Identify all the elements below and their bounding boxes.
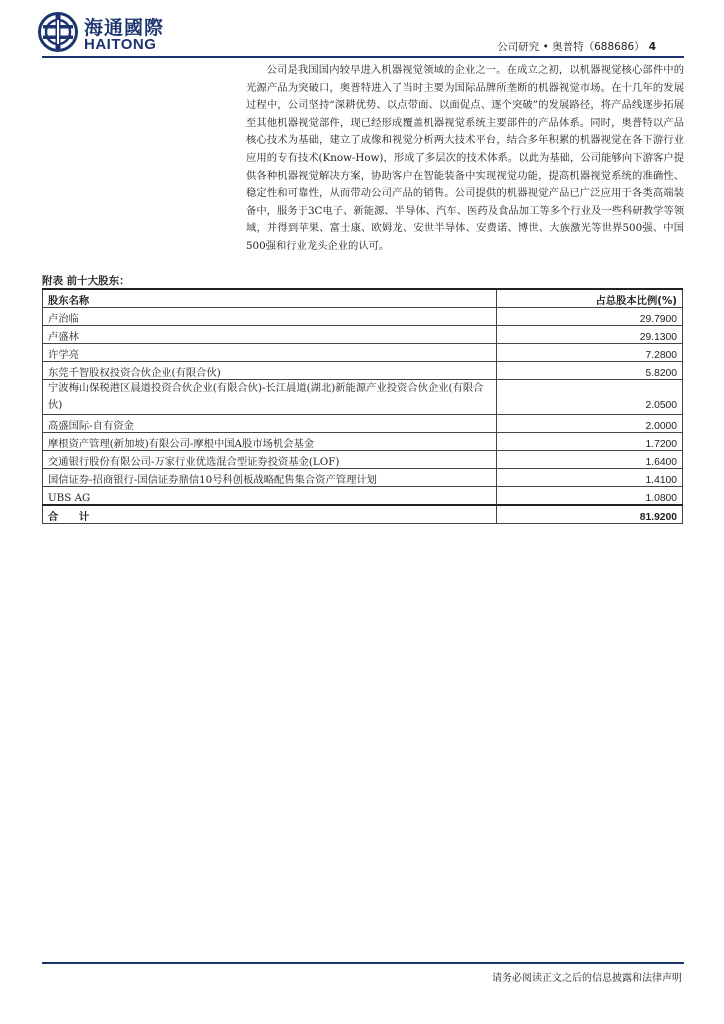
table-total-row [43,505,683,524]
table-row [43,308,683,326]
shareholder-percentage: 29.7900 [497,308,683,326]
column-header-name: 股东名称 [43,289,497,308]
shareholder-name: 卢盛林 [43,326,497,344]
table-header-row [43,289,683,308]
table-row [43,415,683,433]
shareholder-name: 宁波梅山保税港区晨道投资合伙企业(有限合伙)-长江晨道(湖北)新能源产业投资合伙企业(有限合伙) [43,380,497,415]
page-number: 4 [648,41,656,53]
shareholder-percentage: 1.4100 [497,469,683,487]
haitong-emblem-icon [38,12,78,52]
shareholder-name: 交通银行股份有限公司-万家行业优选混合型证券投资基金(LOF) [43,451,497,469]
shareholder-percentage: 2.0000 [497,415,683,433]
company-description [246,62,684,256]
footer-rule [42,962,684,964]
haitong-logo [38,12,178,54]
shareholder-name: UBS AG [43,487,497,506]
footer-disclaimer: 请务必阅读正文之后的信息披露和法律声明 [492,973,682,984]
shareholder-percentage: 1.7200 [497,433,683,451]
table-row [43,344,683,362]
logo-chinese-name: 海通國際 [84,17,165,39]
total-percentage: 81.9200 [497,505,683,524]
shareholder-percentage: 5.8200 [497,362,683,380]
shareholder-name: 东莞千智股权投资合伙企业(有限合伙) [43,362,497,380]
total-label: 合 计 [43,505,497,524]
shareholder-name: 许学亮 [43,344,497,362]
shareholder-percentage: 1.6400 [497,451,683,469]
header-rule [42,56,684,58]
table-row [43,362,683,380]
shareholder-name: 摩根资产管理(新加坡)有限公司-摩根中国A股市场机会基金 [43,433,497,451]
table-row [43,469,683,487]
column-header-percentage: 占总股本比例(%) [497,289,683,308]
company-description-paragraph: 公司是我国国内较早进入机器视觉领域的企业之一。在成立之初，以机器视觉核心部件中的光源产品为突破口，奥普特进入了当时主要为国际品牌所垄断的机器视觉市场。在十几年的发展过程中，公司坚持“深耕优势、以点带面、以面促点、逐个突破”的发展路径，将产品线逐步拓展至其他机器视觉部件，现已经形成覆盖机器视觉系统主要部件的产品体系。同时，奥普特以产品核心技术为基础，建立了成像和视觉分析两大技术平台，结合多年积累的机器视觉在各下游行业应用的专有技术(Know-How)，形成了多层次的技术体系。以此为基础，公司能够向下游客户提供各种机器视觉解决方案，协助客户在智能装备中实现视觉功能，提高机器视觉系统的准确性、稳定性和可靠性，从而带动公司产品的销售。公司提供的机器视觉产品已广泛应用于各类高端装备中，服务于3C电子、新能源、半导体、汽车、医药及食品加工等多个行业及一些科研教学等领域，并得到苹果、富士康、欧姆龙、安世半导体、安费诺、博世、大族激光等世界500强、中国500强和行业龙头企业的认可。 [246,64,684,252]
table-title: 附表 前十大股东： [42,275,130,287]
shareholder-percentage: 7.2800 [497,344,683,362]
table-row [43,487,683,506]
shareholder-percentage: 29.1300 [497,326,683,344]
shareholder-percentage: 2.0500 [497,380,683,415]
table-row [43,433,683,451]
shareholder-name: 卢治临 [43,308,497,326]
shareholder-name: 国信证券-招商银行-国信证券鼎信10号科创板战略配售集合资产管理计划 [43,469,497,487]
logo-english-name: HAITONG [84,36,157,53]
table-row [43,326,683,344]
report-header [497,39,656,54]
table-row [43,451,683,469]
table-row [43,380,683,415]
report-info: 公司研究 • 奥普特（688686） [497,41,645,53]
shareholder-percentage: 1.0800 [497,487,683,506]
top-ten-shareholders-table [42,288,683,524]
shareholder-name: 高盛国际-自有资金 [43,415,497,433]
